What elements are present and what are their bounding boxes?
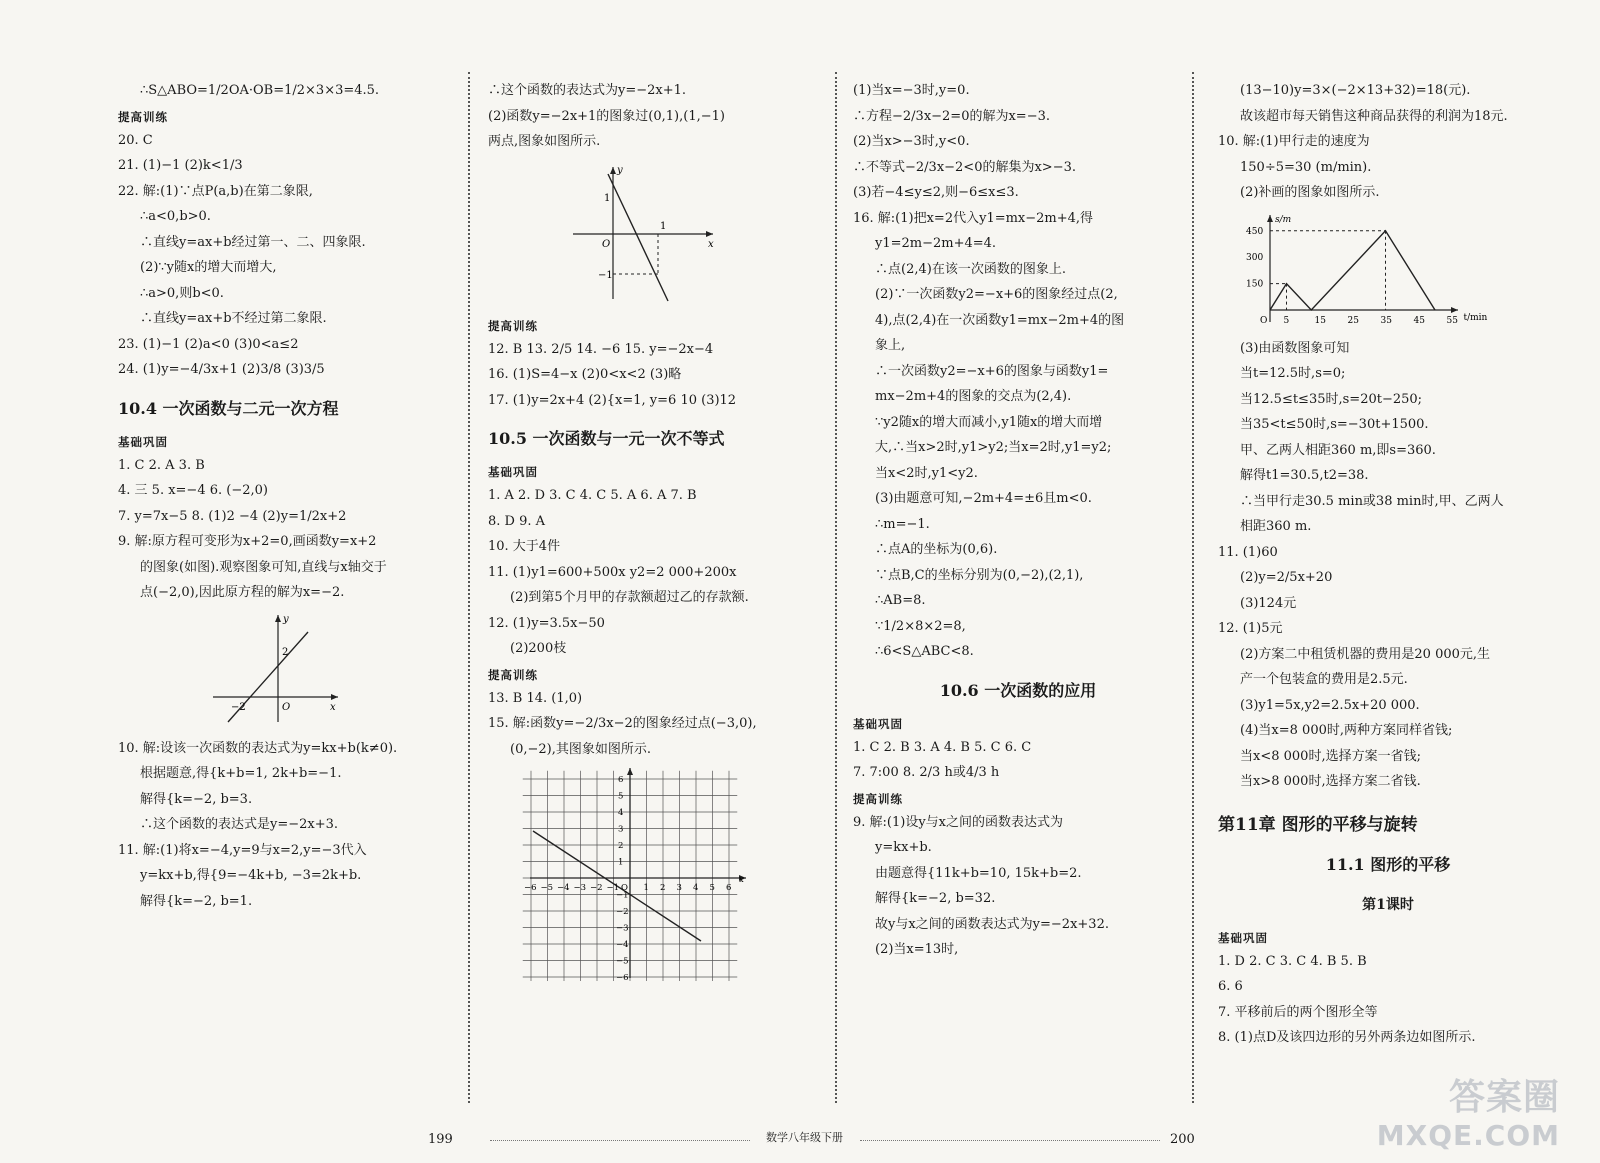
answer-line: 相距360 m. <box>1240 519 1312 534</box>
tick-label: 6 <box>726 883 732 893</box>
answer-line: y1=2m−2m+4=4. <box>875 236 997 251</box>
tick-label: −3 <box>616 923 629 934</box>
answer-line: ∴直线y=ax+b经过第一、二、四象限. <box>140 234 366 250</box>
answer-line: 由题意得{11k+b=10, 15k+b=2. <box>875 865 1082 881</box>
answer-line: (3)若−4≤y≤2,则−6≤x≤3. <box>853 185 1019 200</box>
answer-line: ∵点B,C的坐标分别为(0,−2),(2,1), <box>875 567 1084 583</box>
answer-line: 12. (1)y=3.5x−50 <box>488 615 605 631</box>
answer-line: 4),点(2,4)在一次函数y1=mx−2m+4的图 <box>875 312 1125 328</box>
answer-line: 当35<t≤50时,s=−30t+1500. <box>1240 417 1429 432</box>
answer-line: 7. 7:00 8. 2/3 h或4/3 h <box>853 765 1000 780</box>
answer-line: 9. 解:原方程可变形为x+2=0,画函数y=x+2 <box>118 534 377 549</box>
tick-label: 15 <box>1314 315 1326 326</box>
subsection-label: 基础巩固 <box>488 465 538 479</box>
answer-line: ∴不等式−2/3x−2<0的解集为x>−3. <box>853 159 1076 175</box>
answer-line: ∴6<S△ABC<8. <box>875 644 974 659</box>
subsection-label: 提高训练 <box>488 318 538 333</box>
tick-label: 35 <box>1380 315 1392 326</box>
answer-line: 4. 三 5. x=−4 6. (−2,0) <box>118 483 268 498</box>
tick-label: 1 <box>660 220 667 232</box>
answer-line: 大,∴当x>2时,y1>y2;当x=2时,y1=y2; <box>875 440 1112 455</box>
tick-label: −6 <box>524 883 537 893</box>
tick-label: −2 <box>616 907 629 917</box>
origin-label: O <box>282 701 291 713</box>
answer-line: ∴点(2,4)在该一次函数的图象上. <box>875 261 1066 277</box>
answer-line: 11. (1)60 <box>1218 544 1278 560</box>
answer-line: ∵1/2×8×2=8, <box>875 618 966 634</box>
answer-line: 20. C <box>118 132 153 148</box>
answer-line: ∴方程−2/3x−2=0的解为x=−3. <box>853 108 1050 124</box>
answer-line: 16. (1)S=4−x (2)0<x<2 (3)略 <box>488 367 682 382</box>
answer-line: ∴S△ABO=1/2OA·OB=1/2×3×3=4.5. <box>140 83 380 98</box>
column-divider <box>835 72 837 1103</box>
answer-line: 1. D 2. C 3. C 4. B 5. B <box>1218 953 1367 969</box>
answer-line: 当x>8 000时,选择方案二省钱. <box>1240 774 1421 789</box>
answer-line: 两点,图象如图所示. <box>488 134 601 149</box>
tick-label: 5 <box>618 791 624 802</box>
axis-label-y: s/m <box>1275 214 1292 225</box>
page-number-right: 200 <box>1170 1132 1195 1147</box>
answer-line: (2)200枝 <box>510 641 567 656</box>
answer-line: ∴点A的坐标为(0,6). <box>875 542 998 557</box>
answer-line: (2)补画的图象如图所示. <box>1240 185 1380 200</box>
answer-line: y=kx+b. <box>875 840 932 855</box>
answer-line: ∴m=−1. <box>875 516 930 532</box>
distance-line <box>1270 230 1435 309</box>
tick-label: 300 <box>1246 252 1264 263</box>
answer-line: 点(−2,0),因此原方程的解为x=−2. <box>140 585 345 600</box>
answer-line: (2)当x=13时, <box>875 942 959 957</box>
answer-line: (3)由函数图象可知 <box>1240 340 1350 356</box>
answer-line: y=kx+b,得{9=−4k+b, −3=2k+b. <box>140 868 362 883</box>
answer-line: 象上, <box>875 338 906 353</box>
answer-line: ∴AB=8. <box>875 593 926 608</box>
answer-line: 21. (1)−1 (2)k<1/3 <box>118 158 243 173</box>
answer-line: 根据题意,得{k+b=1, 2k+b=−1. <box>140 766 342 781</box>
tick-label: 1 <box>604 192 611 204</box>
footer-rule <box>490 1140 750 1141</box>
column-4 <box>1218 78 1558 1103</box>
answer-line: 当t=12.5时,s=0; <box>1240 366 1346 381</box>
watermark-logo <box>1377 1079 1560 1155</box>
answer-line: 12. (1)5元 <box>1218 621 1283 636</box>
answer-line: 8. D 9. A <box>488 513 546 529</box>
watermark-text: 答案圈 <box>1448 1077 1560 1118</box>
column-2 <box>488 78 818 1103</box>
answer-line: 11. 解:(1)将x=−4,y=9与x=2,y=−3代入 <box>118 842 367 858</box>
answer-line: 1. C 2. A 3. B <box>118 457 205 473</box>
column-divider <box>1192 72 1194 1103</box>
answer-line: 解得{k=−2, b=3. <box>140 791 253 807</box>
answer-line: 解得t1=30.5,t2=38. <box>1240 468 1369 483</box>
answer-line: (2)y=2/5x+20 <box>1240 570 1333 585</box>
column-divider <box>468 72 470 1103</box>
lesson-heading: 第1课时 <box>1362 896 1414 913</box>
answer-line: 故y与x之间的函数表达式为y=−2x+32. <box>875 916 1109 932</box>
tick-label: −4 <box>557 883 570 893</box>
axis-label-x: x <box>330 701 336 713</box>
answer-line: 23. (1)−1 (2)a<0 (3)0<a≤2 <box>118 336 299 352</box>
answer-line: (3)由题意可知,−2m+4=±6且m<0. <box>875 491 1092 506</box>
answer-line: (2)∵一次函数y2=−x+6的图象经过点(2, <box>875 287 1118 302</box>
tick-label: 1 <box>643 883 649 893</box>
answer-line: ∴这个函数的表达式是y=−2x+3. <box>140 817 339 832</box>
column-1 <box>118 78 458 1103</box>
answer-line: 解得{k=−2, b=1. <box>140 893 253 909</box>
subsection-label: 提高训练 <box>488 667 538 682</box>
answer-line: 10. 解:(1)甲行走的速度为 <box>1218 134 1370 149</box>
answer-line: 12. B 13. 2/5 14. −6 15. y=−2x−4 <box>488 341 714 357</box>
subsection-label: 基础巩固 <box>118 434 168 449</box>
tick-label: −1 <box>606 883 620 893</box>
axis-label-y: y <box>283 613 289 625</box>
tick-label: −3 <box>573 883 587 893</box>
answer-line: 1. A 2. D 3. C 4. C 5. A 6. A 7. B <box>488 488 697 503</box>
answer-line: 当12.5≤t≤35时,s=20t−250; <box>1240 391 1423 407</box>
tick-label: 5 <box>709 883 715 893</box>
book-title: 数学八年级下册 <box>766 1131 843 1144</box>
chapter-heading: 第11章 图形的平移与旋转 <box>1218 814 1418 835</box>
tick-label: 2 <box>660 883 666 893</box>
subsection-label: 基础巩固 <box>1218 930 1268 945</box>
answer-line: 11. (1)y1=600+500x y2=2 000+200x <box>488 564 737 580</box>
footer-rule <box>860 1140 1160 1141</box>
answer-line: (2)∵y随x的增大而增大, <box>140 260 277 275</box>
answer-line: 甲、乙两人相距360 m,即s=360. <box>1240 442 1436 458</box>
answer-line: 10. 解:设该一次函数的表达式为y=kx+b(k≠0). <box>118 740 398 756</box>
tick-label: −1 <box>616 890 629 901</box>
answer-line: 13. B 14. (1,0) <box>488 690 583 706</box>
tick-label: −5 <box>616 956 629 967</box>
graph-grid-neg2-3-x-minus-2 <box>488 766 818 981</box>
tick-label: 150 <box>1246 279 1264 290</box>
answer-line: ∵y2随x的增大而减小,y1随x的增大而增 <box>875 414 1103 430</box>
answer-line: (2)到第5个月甲的存款额超过乙的存款额. <box>510 590 749 605</box>
answer-line: (2)当x>−3时,y<0. <box>853 134 970 149</box>
answer-line: mx−2m+4的图象的交点为(2,4). <box>875 389 1072 404</box>
answer-line: (3)124元 <box>1240 595 1297 611</box>
graph-marks <box>1270 230 1435 309</box>
answer-line: 7. y=7x−5 8. (1)2 −4 (2)y=1/2x+2 <box>118 508 347 524</box>
answer-line: 7. 平移前后的两个图形全等 <box>1218 1004 1378 1020</box>
tick-label: 6 <box>618 775 624 785</box>
tick-label: 4 <box>693 883 699 893</box>
answer-line: ∴直线y=ax+b不经过第二象限. <box>140 311 327 326</box>
answer-line: ∴一次函数y2=−x+6的图象与函数y1= <box>875 363 1109 379</box>
section-heading: 10.6 一次函数的应用 <box>939 680 1097 700</box>
answer-line: (13−10)y=3×(−2×13+32)=18(元). <box>1240 83 1471 98</box>
answer-line: ∴这个函数的表达式为y=−2x+1. <box>488 83 687 98</box>
answer-line: 150÷5=30 (m/min). <box>1240 159 1372 175</box>
tick-label: t/min <box>1463 312 1488 323</box>
tick-label: −6 <box>616 973 629 981</box>
axis-label-y: y <box>617 164 623 176</box>
tick-label: 55 <box>1446 315 1458 326</box>
answer-line: (4)当x=8 000时,两种方案同样省钱; <box>1240 723 1453 738</box>
answer-line: 故该超市每天销售这种商品获得的利润为18元. <box>1240 108 1508 124</box>
tick-label: 5 <box>1283 315 1290 326</box>
answer-line: (3)y1=5x,y2=2.5x+20 000. <box>1240 697 1420 713</box>
tick-label: 25 <box>1347 315 1359 326</box>
tick-label: 2 <box>618 841 624 851</box>
answer-line: 9. 解:(1)设y与x之间的函数表达式为 <box>853 814 1064 830</box>
tick-label: 3 <box>676 883 682 893</box>
answer-line: 6. 6 <box>1218 979 1243 994</box>
answer-line: 当x<8 000时,选择方案一省钱; <box>1240 748 1421 764</box>
origin-label: O <box>602 238 611 250</box>
graph-y-eq-neg2x-plus-1 <box>488 159 818 309</box>
answer-line: 15. 解:函数y=−2/3x−2的图象经过点(−3,0), <box>488 716 757 731</box>
answer-line: (0,−2),其图象如图所示. <box>510 741 651 757</box>
answer-line: 的图象(如图).观察图象可知,直线与x轴交于 <box>140 559 387 575</box>
page-number-left: 199 <box>428 1132 453 1147</box>
tick-label: 4 <box>618 808 624 818</box>
tick-label: −5 <box>540 883 554 893</box>
tick-label: O <box>621 883 628 893</box>
graph-y-eq-x-plus-2 <box>118 610 458 730</box>
tick-label: 2 <box>282 646 289 658</box>
answer-line: (2)函数y=−2x+1的图象过(0,1),(1,−1) <box>488 108 725 124</box>
answer-line: 1. C 2. B 3. A 4. B 5. C 6. C <box>853 739 1032 755</box>
answer-line: 24. (1)y=−4/3x+1 (2)3/8 (3)3/5 <box>118 362 325 377</box>
section-heading: 10.5 一次函数与一元一次不等式 <box>488 429 725 448</box>
answer-line: ∴a>0,则b<0. <box>140 285 224 301</box>
answer-line: 产一个包装盒的费用是2.5元. <box>1240 672 1408 687</box>
section-heading: 10.4 一次函数与二元一次方程 <box>118 398 339 418</box>
answer-line: ∴a<0,b>0. <box>140 209 211 224</box>
answer-line: 当x<2时,y1<y2. <box>875 465 978 481</box>
tick-label: −1 <box>598 269 613 281</box>
answer-line: 10. 大于4件 <box>488 539 561 554</box>
answer-line: 8. (1)点D及该四边形的另外两条边如图所示. <box>1218 1030 1476 1045</box>
section-heading: 11.1 图形的平移 <box>1325 854 1451 874</box>
answer-line: 17. (1)y=2x+4 (2){x=1, y=6 10 (3)12 <box>488 392 737 408</box>
tick-label: x <box>738 875 744 885</box>
watermark-url: MXQE.COM <box>1376 1119 1560 1152</box>
tick-label: 1 <box>618 857 624 868</box>
answer-line: 解得{k=−2, b=32. <box>875 891 996 906</box>
answer-line: (1)当x=−3时,y=0. <box>853 83 970 98</box>
tick-label: −2 <box>231 701 246 713</box>
tick-label: −2 <box>590 883 603 893</box>
subsection-label: 提高训练 <box>118 109 168 124</box>
answer-line: (2)方案二中租赁机器的费用是20 000元,生 <box>1240 646 1491 662</box>
answer-line: 22. 解:(1)∵点P(a,b)在第二象限, <box>118 183 313 199</box>
tick-label: 450 <box>1246 226 1264 237</box>
answer-line: 16. 解:(1)把x=2代入y1=mx−2m+4,得 <box>853 210 1094 226</box>
axis-label-x: x <box>708 238 714 250</box>
subsection-label: 提高训练 <box>853 791 903 806</box>
column-3 <box>853 78 1183 1103</box>
answer-line: ∴当甲行走30.5 min或38 min时,甲、乙两人 <box>1240 493 1504 509</box>
tick-label: 3 <box>618 824 624 835</box>
tick-label: −4 <box>616 940 629 950</box>
tick-label: O <box>1260 315 1268 326</box>
tick-label: 45 <box>1413 315 1425 326</box>
graph-distance-time <box>1218 210 1558 330</box>
subsection-label: 基础巩固 <box>853 716 903 731</box>
